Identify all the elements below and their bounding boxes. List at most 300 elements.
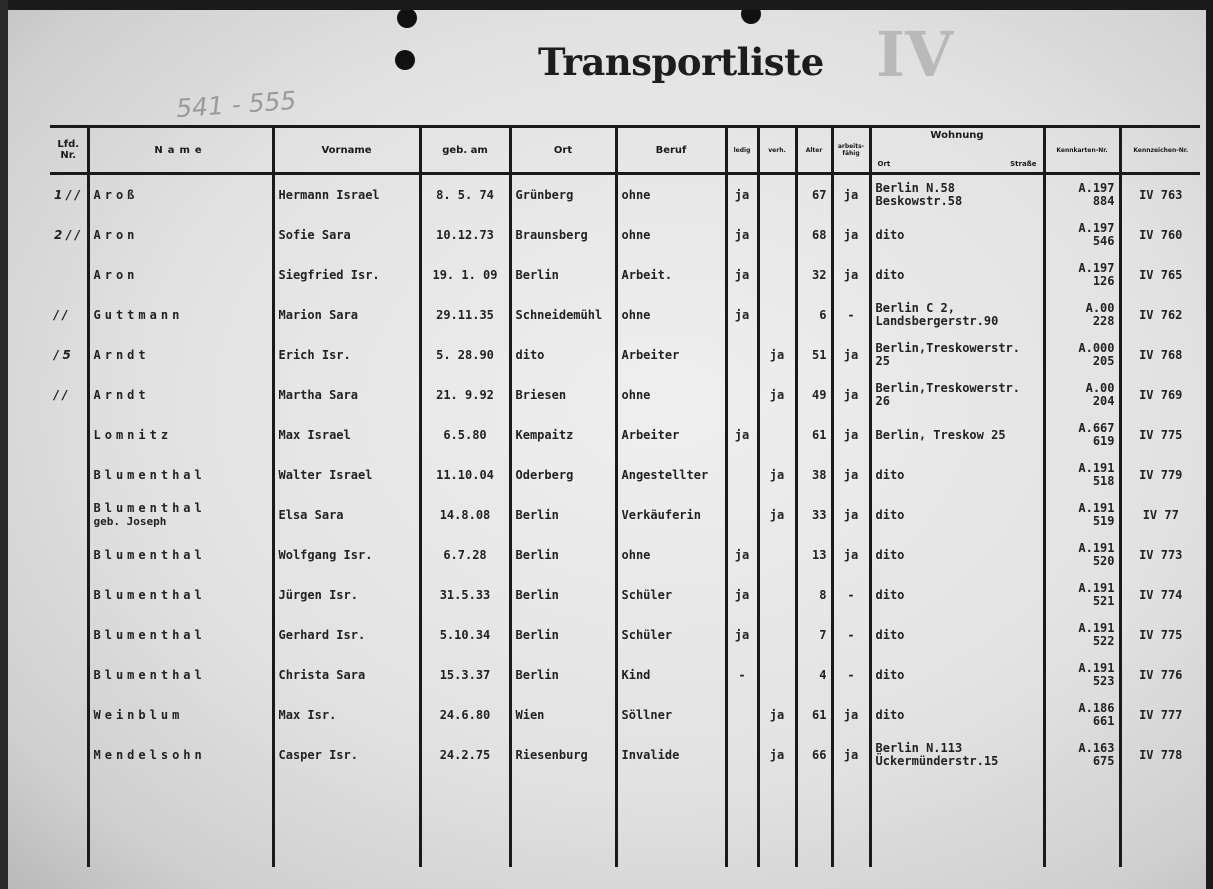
cell-name bbox=[88, 215, 273, 255]
cell-lfd-nr bbox=[50, 215, 88, 255]
cell-beruf-value: Arbeiter bbox=[621, 428, 680, 442]
scan-edge-left bbox=[0, 0, 8, 889]
cell-wohnung-value: Berlin C 2, bbox=[875, 301, 955, 315]
cell-kennzeichen-nr-value: IV 776 bbox=[1139, 668, 1183, 682]
cell-vorname bbox=[273, 455, 420, 495]
cell-wohnung bbox=[870, 295, 1044, 335]
cell-wohnung-value: Berlin,Treskowerstr. bbox=[875, 341, 1020, 355]
cell-alter bbox=[796, 375, 832, 415]
table-row bbox=[50, 655, 1200, 695]
cell-ort-value: dito bbox=[515, 348, 545, 362]
cell-kennkarten-nr-line2: 546 bbox=[1092, 234, 1115, 248]
cell-alter-value: 61 bbox=[812, 708, 827, 722]
cell-ledig-value: ja bbox=[734, 428, 750, 442]
cell-alter bbox=[796, 535, 832, 575]
cell-verh bbox=[758, 255, 796, 295]
cell-ledig bbox=[726, 295, 758, 335]
cell-geb-am bbox=[420, 375, 510, 415]
cell-beruf bbox=[616, 495, 726, 535]
col-wohnung-title: Wohnung bbox=[930, 130, 984, 141]
cell-wohnung bbox=[870, 615, 1044, 655]
cell-alter-value: 68 bbox=[812, 228, 827, 242]
cell-alter bbox=[796, 215, 832, 255]
cell-vorname bbox=[273, 495, 420, 535]
cell-name bbox=[88, 415, 273, 455]
list-number: IV bbox=[876, 18, 954, 91]
cell-ort-value: Riesenburg bbox=[515, 748, 588, 762]
cell-verh bbox=[758, 335, 796, 375]
cell-geb-am bbox=[420, 535, 510, 575]
cell-name bbox=[88, 295, 273, 335]
cell-arbeitsfaehig bbox=[832, 174, 870, 216]
cell-wohnung-line2: 25 bbox=[875, 354, 890, 368]
cell-ledig bbox=[726, 174, 758, 216]
cell-geb-am bbox=[420, 735, 510, 775]
empty-cell bbox=[726, 775, 758, 867]
cell-geb-am bbox=[420, 215, 510, 255]
cell-kennkarten-nr-value: A.197 bbox=[1078, 261, 1115, 275]
cell-arbeitsfaehig-value: - bbox=[847, 308, 855, 322]
cell-ort-value: Berlin bbox=[515, 268, 559, 282]
cell-kennkarten-nr-line2: 204 bbox=[1092, 394, 1115, 408]
table-row bbox=[50, 535, 1200, 575]
cell-name-value: Weinblum bbox=[93, 707, 184, 722]
cell-beruf bbox=[616, 375, 726, 415]
cell-kennkarten-nr-value: A.00 bbox=[1085, 301, 1115, 315]
cell-verh bbox=[758, 655, 796, 695]
cell-verh bbox=[758, 215, 796, 255]
cell-alter-value: 8 bbox=[819, 588, 827, 602]
cell-wohnung-value: Berlin, Treskow 25 bbox=[875, 427, 1006, 442]
cell-arbeitsfaehig bbox=[832, 335, 870, 375]
col-wohnung bbox=[870, 127, 1044, 174]
cell-lfd-nr bbox=[50, 455, 88, 495]
cell-kennzeichen-nr bbox=[1120, 615, 1200, 655]
cell-kennzeichen-nr-value: IV 778 bbox=[1139, 748, 1183, 762]
cell-geb-am-value: 6.7.28 bbox=[443, 548, 487, 562]
cell-ort-value: Berlin bbox=[515, 668, 559, 682]
table-row bbox=[50, 615, 1200, 655]
cell-alter-value: 33 bbox=[812, 508, 827, 522]
cell-ort bbox=[510, 655, 616, 695]
cell-alter-value: 7 bbox=[819, 628, 827, 642]
cell-lfd-nr-value: / / bbox=[54, 308, 67, 322]
cell-beruf-value: Kind bbox=[621, 668, 651, 682]
col-kennkarten-nr: Kennkarten-Nr. bbox=[1044, 127, 1120, 174]
empty-cell bbox=[510, 775, 616, 867]
cell-wohnung-value: dito bbox=[875, 507, 905, 522]
cell-geb-am-value: 24.2.75 bbox=[439, 748, 491, 762]
cell-wohnung-value: dito bbox=[875, 667, 905, 682]
cell-kennkarten-nr-line2: 522 bbox=[1092, 634, 1115, 648]
cell-kennkarten-nr-value: A.667 bbox=[1078, 421, 1115, 435]
cell-verh bbox=[758, 615, 796, 655]
cell-vorname bbox=[273, 575, 420, 615]
cell-verh bbox=[758, 174, 796, 216]
cell-beruf-value: Angestellter bbox=[621, 468, 709, 482]
table-row bbox=[50, 735, 1200, 775]
cell-kennzeichen-nr bbox=[1120, 695, 1200, 735]
cell-alter bbox=[796, 174, 832, 216]
cell-lfd-nr bbox=[50, 735, 88, 775]
cell-ort-value: Braunsberg bbox=[515, 228, 588, 242]
cell-vorname-value: Hermann Israel bbox=[278, 188, 380, 202]
col-vorname: Vorname bbox=[273, 127, 420, 174]
cell-kennzeichen-nr-value: IV 775 bbox=[1139, 428, 1183, 442]
cell-lfd-nr bbox=[50, 495, 88, 535]
cell-verh-value: ja bbox=[769, 708, 785, 722]
cell-kennzeichen-nr bbox=[1120, 335, 1200, 375]
cell-ort bbox=[510, 335, 616, 375]
cell-vorname-value: Walter Israel bbox=[278, 468, 373, 482]
cell-geb-am bbox=[420, 255, 510, 295]
header-row bbox=[50, 127, 1200, 174]
cell-ledig bbox=[726, 615, 758, 655]
cell-vorname-value: Max Israel bbox=[278, 428, 351, 442]
cell-kennkarten-nr-value: A.191 bbox=[1078, 501, 1115, 515]
cell-ledig-value: ja bbox=[734, 228, 750, 242]
table-row bbox=[50, 695, 1200, 735]
cell-kennzeichen-nr bbox=[1120, 655, 1200, 695]
cell-wohnung bbox=[870, 695, 1044, 735]
cell-vorname bbox=[273, 655, 420, 695]
cell-lfd-nr-value: 1 / / bbox=[54, 188, 80, 202]
cell-lfd-nr-value: / / bbox=[54, 388, 67, 402]
cell-arbeitsfaehig-value: ja bbox=[843, 188, 859, 202]
cell-kennkarten-nr-value: A.186 bbox=[1078, 701, 1115, 715]
cell-kennzeichen-nr-value: IV 775 bbox=[1139, 628, 1183, 642]
cell-beruf bbox=[616, 575, 726, 615]
cell-kennzeichen-nr-value: IV 760 bbox=[1139, 228, 1183, 242]
cell-alter-value: 38 bbox=[812, 468, 827, 482]
cell-verh bbox=[758, 455, 796, 495]
transport-list-document bbox=[8, 10, 1206, 889]
cell-vorname bbox=[273, 535, 420, 575]
empty-cell bbox=[796, 775, 832, 867]
cell-kennzeichen-nr-value: IV 774 bbox=[1139, 588, 1183, 602]
cell-beruf bbox=[616, 535, 726, 575]
cell-wohnung-line2: 26 bbox=[875, 394, 890, 408]
cell-vorname bbox=[273, 735, 420, 775]
cell-ort bbox=[510, 215, 616, 255]
cell-geb-am bbox=[420, 615, 510, 655]
cell-beruf-value: Invalide bbox=[621, 748, 680, 762]
cell-ledig bbox=[726, 415, 758, 455]
cell-name bbox=[88, 495, 273, 535]
cell-kennzeichen-nr-value: IV 763 bbox=[1139, 188, 1183, 202]
cell-ort bbox=[510, 174, 616, 216]
cell-geb-am bbox=[420, 495, 510, 535]
cell-kennzeichen-nr-value: IV 769 bbox=[1139, 388, 1183, 402]
cell-geb-am-value: 14.8.08 bbox=[439, 508, 491, 522]
cell-kennkarten-nr bbox=[1044, 174, 1120, 216]
cell-ort-value: Berlin bbox=[515, 548, 559, 562]
cell-vorname-value: Sofie Sara bbox=[278, 228, 351, 242]
cell-vorname-value: Martha Sara bbox=[278, 388, 358, 402]
cell-arbeitsfaehig bbox=[832, 295, 870, 335]
cell-geb-am-value: 15.3.37 bbox=[439, 668, 491, 682]
cell-name-value: Blumenthal bbox=[93, 627, 206, 642]
cell-vorname-value: Gerhard Isr. bbox=[278, 628, 366, 642]
col-kennzeichen-nr: Kennzeichen-Nr. bbox=[1120, 127, 1200, 174]
cell-kennkarten-nr-line2: 518 bbox=[1092, 474, 1115, 488]
cell-wohnung-value: Berlin N.113 bbox=[875, 741, 963, 755]
cell-kennkarten-nr bbox=[1044, 495, 1120, 535]
cell-beruf-value: Arbeiter bbox=[621, 348, 680, 362]
cell-arbeitsfaehig-value: ja bbox=[843, 468, 859, 482]
cell-beruf-value: ohne bbox=[621, 188, 651, 202]
col-ort: Ort bbox=[510, 127, 616, 174]
cell-arbeitsfaehig-value: ja bbox=[843, 348, 859, 362]
cell-vorname-value: Max Isr. bbox=[278, 708, 337, 722]
cell-wohnung-value: Berlin N.58 bbox=[875, 181, 955, 195]
cell-lfd-nr bbox=[50, 695, 88, 735]
cell-wohnung bbox=[870, 735, 1044, 775]
cell-arbeitsfaehig bbox=[832, 215, 870, 255]
cell-ort bbox=[510, 455, 616, 495]
cell-vorname-value: Siegfried Isr. bbox=[278, 268, 380, 282]
cell-verh-value: ja bbox=[769, 748, 785, 762]
cell-kennkarten-nr bbox=[1044, 735, 1120, 775]
cell-wohnung bbox=[870, 375, 1044, 415]
cell-alter-value: 32 bbox=[812, 268, 827, 282]
cell-lfd-nr bbox=[50, 375, 88, 415]
cell-geb-am bbox=[420, 335, 510, 375]
empty-cell bbox=[88, 775, 273, 867]
cell-arbeitsfaehig bbox=[832, 535, 870, 575]
cell-wohnung bbox=[870, 255, 1044, 295]
cell-alter bbox=[796, 295, 832, 335]
cell-name bbox=[88, 535, 273, 575]
cell-lfd-nr bbox=[50, 295, 88, 335]
cell-wohnung bbox=[870, 415, 1044, 455]
cell-geb-am bbox=[420, 695, 510, 735]
cell-lfd-nr-value: 2 / / bbox=[54, 228, 80, 242]
cell-arbeitsfaehig bbox=[832, 495, 870, 535]
cell-vorname-value: Marion Sara bbox=[278, 308, 358, 322]
cell-kennkarten-nr-line2: 661 bbox=[1092, 714, 1115, 728]
cell-lfd-nr bbox=[50, 255, 88, 295]
cell-beruf-value: Arbeit. bbox=[621, 268, 673, 282]
cell-kennzeichen-nr-value: IV 77 bbox=[1142, 508, 1179, 522]
cell-geb-am bbox=[420, 455, 510, 495]
cell-wohnung bbox=[870, 174, 1044, 216]
empty-cell bbox=[616, 775, 726, 867]
cell-kennkarten-nr-value: A.197 bbox=[1078, 181, 1115, 195]
cell-arbeitsfaehig-value: - bbox=[847, 588, 855, 602]
cell-kennkarten-nr-line2: 520 bbox=[1092, 554, 1115, 568]
cell-beruf-value: Schüler bbox=[621, 628, 673, 642]
cell-beruf-value: ohne bbox=[621, 228, 651, 242]
cell-verh-value: ja bbox=[769, 468, 785, 482]
cell-wohnung-value: dito bbox=[875, 587, 905, 602]
cell-geb-am bbox=[420, 415, 510, 455]
cell-ledig bbox=[726, 455, 758, 495]
cell-arbeitsfaehig-value: ja bbox=[843, 548, 859, 562]
cell-alter bbox=[796, 495, 832, 535]
cell-kennkarten-nr-value: A.191 bbox=[1078, 581, 1115, 595]
cell-name bbox=[88, 695, 273, 735]
cell-ort bbox=[510, 695, 616, 735]
cell-name-value: Blumenthal bbox=[93, 501, 206, 515]
cell-wohnung-line2: Landsbergerstr.90 bbox=[875, 314, 999, 328]
cell-kennkarten-nr bbox=[1044, 615, 1120, 655]
cell-beruf-value: ohne bbox=[621, 388, 651, 402]
empty-cell bbox=[273, 775, 420, 867]
cell-ort bbox=[510, 615, 616, 655]
cell-kennzeichen-nr bbox=[1120, 575, 1200, 615]
cell-beruf bbox=[616, 735, 726, 775]
cell-geb-am bbox=[420, 655, 510, 695]
table-row bbox=[50, 375, 1200, 415]
cell-ort bbox=[510, 415, 616, 455]
cell-arbeitsfaehig-value: ja bbox=[843, 748, 859, 762]
empty-row bbox=[50, 775, 1200, 867]
punch-hole bbox=[397, 10, 417, 28]
cell-alter bbox=[796, 455, 832, 495]
cell-wohnung-value: dito bbox=[875, 467, 905, 482]
cell-beruf bbox=[616, 655, 726, 695]
table-row bbox=[50, 174, 1200, 216]
empty-cell bbox=[832, 775, 870, 867]
cell-beruf bbox=[616, 695, 726, 735]
cell-wohnung-line2: Ückermünderstr.15 bbox=[875, 754, 999, 768]
col-verh: verh. bbox=[758, 127, 796, 174]
cell-arbeitsfaehig bbox=[832, 735, 870, 775]
cell-geb-am-value: 6.5.80 bbox=[443, 428, 487, 442]
cell-name-value: Aroß bbox=[93, 187, 139, 202]
cell-geb-am-value: 29.11.35 bbox=[436, 308, 494, 322]
cell-kennzeichen-nr bbox=[1120, 174, 1200, 216]
cell-wohnung-value: Berlin,Treskowerstr. bbox=[875, 381, 1020, 395]
cell-vorname bbox=[273, 695, 420, 735]
cell-alter bbox=[796, 255, 832, 295]
cell-wohnung bbox=[870, 335, 1044, 375]
cell-name bbox=[88, 575, 273, 615]
cell-geb-am-value: 11.10.04 bbox=[436, 468, 494, 482]
cell-ledig-value: ja bbox=[734, 628, 750, 642]
cell-geb-am-value: 10.12.73 bbox=[436, 228, 494, 242]
cell-kennkarten-nr-line2: 619 bbox=[1092, 434, 1115, 448]
cell-alter-value: 67 bbox=[812, 188, 827, 202]
cell-wohnung bbox=[870, 215, 1044, 255]
cell-name-value: Blumenthal bbox=[93, 587, 206, 602]
cell-lfd-nr bbox=[50, 615, 88, 655]
cell-kennzeichen-nr bbox=[1120, 375, 1200, 415]
cell-wohnung-line2: Beskowstr.58 bbox=[875, 194, 963, 208]
cell-arbeitsfaehig bbox=[832, 375, 870, 415]
cell-arbeitsfaehig-value: ja bbox=[843, 708, 859, 722]
cell-kennkarten-nr bbox=[1044, 375, 1120, 415]
cell-kennzeichen-nr-value: IV 777 bbox=[1139, 708, 1183, 722]
cell-beruf-value: Schüler bbox=[621, 588, 673, 602]
cell-ort bbox=[510, 255, 616, 295]
cell-geb-am-value: 19. 1. 09 bbox=[432, 268, 498, 282]
empty-cell bbox=[870, 775, 1044, 867]
cell-vorname bbox=[273, 295, 420, 335]
cell-ledig bbox=[726, 535, 758, 575]
cell-ledig bbox=[726, 655, 758, 695]
cell-wohnung bbox=[870, 655, 1044, 695]
col-alter: Alter bbox=[796, 127, 832, 174]
cell-kennzeichen-nr bbox=[1120, 455, 1200, 495]
cell-verh bbox=[758, 495, 796, 535]
col-ledig: ledig bbox=[726, 127, 758, 174]
cell-name bbox=[88, 255, 273, 295]
cell-geb-am-value: 21. 9.92 bbox=[436, 388, 494, 402]
cell-kennzeichen-nr bbox=[1120, 495, 1200, 535]
cell-vorname bbox=[273, 174, 420, 216]
cell-arbeitsfaehig-value: ja bbox=[843, 508, 859, 522]
cell-name bbox=[88, 615, 273, 655]
cell-ledig bbox=[726, 215, 758, 255]
cell-kennkarten-nr bbox=[1044, 335, 1120, 375]
cell-ort bbox=[510, 535, 616, 575]
col-arbeitsfaehig: arbeits-fähig bbox=[832, 127, 870, 174]
cell-kennkarten-nr bbox=[1044, 255, 1120, 295]
cell-verh bbox=[758, 295, 796, 335]
cell-lfd-nr bbox=[50, 655, 88, 695]
cell-kennkarten-nr-line2: 519 bbox=[1092, 514, 1115, 528]
cell-name bbox=[88, 735, 273, 775]
cell-beruf-value: ohne bbox=[621, 308, 651, 322]
cell-ledig bbox=[726, 735, 758, 775]
cell-kennzeichen-nr bbox=[1120, 215, 1200, 255]
cell-arbeitsfaehig bbox=[832, 415, 870, 455]
cell-arbeitsfaehig bbox=[832, 695, 870, 735]
cell-kennzeichen-nr-value: IV 773 bbox=[1139, 548, 1183, 562]
cell-arbeitsfaehig-value: ja bbox=[843, 268, 859, 282]
col-wohnung-ort: Ort bbox=[877, 160, 891, 168]
cell-name-value: Mendelsohn bbox=[93, 747, 206, 762]
cell-arbeitsfaehig bbox=[832, 255, 870, 295]
cell-kennzeichen-nr bbox=[1120, 255, 1200, 295]
cell-kennzeichen-nr bbox=[1120, 535, 1200, 575]
cell-ledig bbox=[726, 575, 758, 615]
cell-ledig-value: ja bbox=[734, 268, 750, 282]
cell-verh bbox=[758, 735, 796, 775]
cell-ledig-value: ja bbox=[734, 188, 750, 202]
cell-alter-value: 66 bbox=[812, 748, 827, 762]
cell-beruf bbox=[616, 415, 726, 455]
cell-verh bbox=[758, 575, 796, 615]
cell-arbeitsfaehig-value: - bbox=[847, 668, 855, 682]
cell-lfd-nr bbox=[50, 415, 88, 455]
cell-ort bbox=[510, 295, 616, 335]
cell-kennkarten-nr bbox=[1044, 455, 1120, 495]
cell-alter-value: 61 bbox=[812, 428, 827, 442]
cell-name-line2: geb. Joseph bbox=[93, 515, 167, 528]
cell-ort bbox=[510, 575, 616, 615]
cell-vorname bbox=[273, 255, 420, 295]
cell-kennkarten-nr-value: A.191 bbox=[1078, 541, 1115, 555]
cell-kennkarten-nr-value: A.00 bbox=[1085, 381, 1115, 395]
col-geb-am: geb. am bbox=[420, 127, 510, 174]
cell-name bbox=[88, 375, 273, 415]
cell-beruf-value: Söllner bbox=[621, 708, 673, 722]
cell-kennzeichen-nr-value: IV 762 bbox=[1139, 308, 1183, 322]
cell-kennkarten-nr-value: A.191 bbox=[1078, 461, 1115, 475]
cell-name-value: Blumenthal bbox=[93, 547, 206, 562]
table-row bbox=[50, 415, 1200, 455]
table-row bbox=[50, 455, 1200, 495]
cell-kennzeichen-nr bbox=[1120, 415, 1200, 455]
cell-kennkarten-nr-line2: 521 bbox=[1092, 594, 1115, 608]
table-row bbox=[50, 495, 1200, 535]
cell-vorname bbox=[273, 215, 420, 255]
col-lfd-nr: Lfd. Nr. bbox=[50, 127, 88, 174]
cell-ledig-value: ja bbox=[734, 588, 750, 602]
